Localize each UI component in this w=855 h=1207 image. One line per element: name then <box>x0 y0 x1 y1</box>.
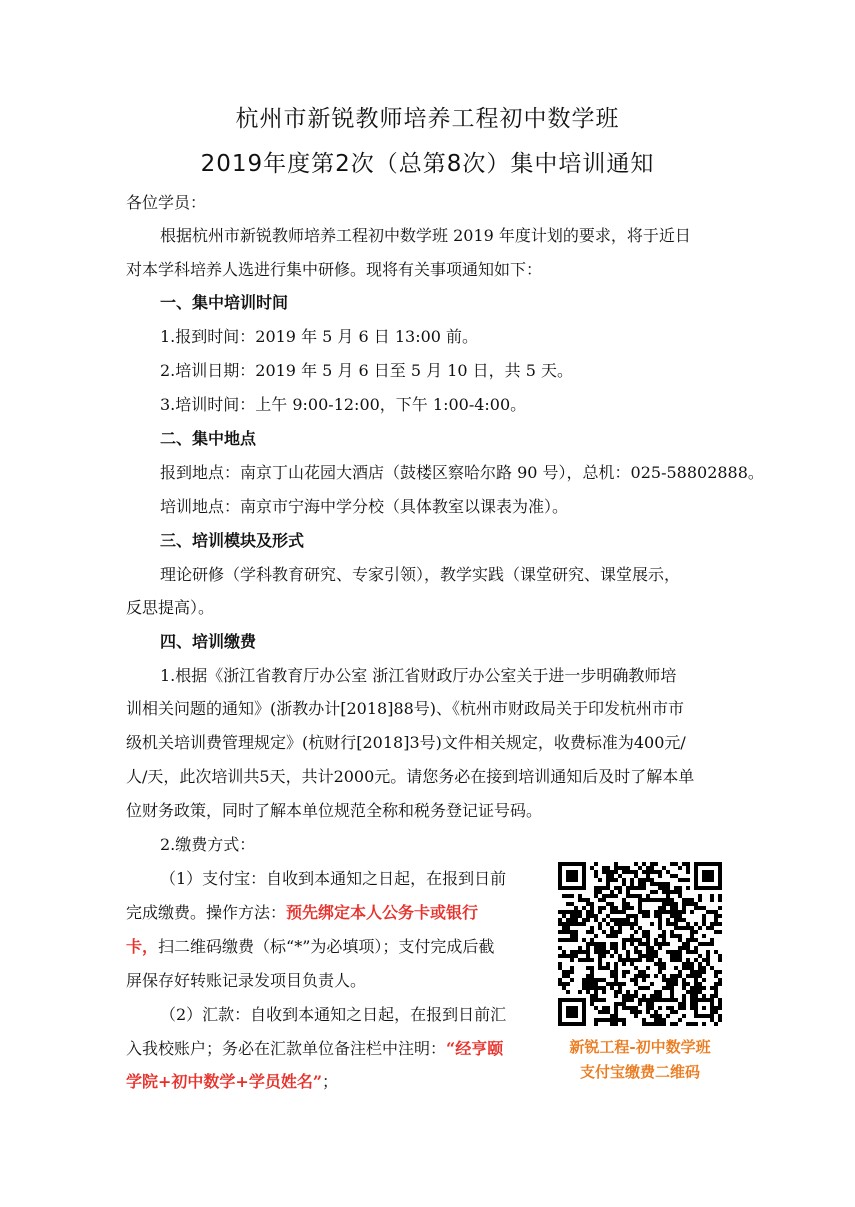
section-2-item-1: 报到地点：南京丁山花园大酒店（鼓楼区察哈尔路 90 号），总机：025-58802888。 <box>160 463 764 482</box>
section-2-heading: 二、集中地点 <box>160 429 257 448</box>
alipay-line-3-text: 扫二维码缴费（标“*”为必填项）；支付完成后截 <box>158 937 495 956</box>
remit-highlight-1: “经亨颐 <box>446 1039 504 1058</box>
alipay-line-3 <box>126 936 494 958</box>
alipay-line-1: （1）支付宝：自收到本通知之日起，在报到日前 <box>160 869 507 888</box>
document-title: 杭州市新锐教师培养工程初中数学班 <box>235 106 620 132</box>
intro-line-2: 对本学科培养人选进行集中研修。现将有关事项通知如下： <box>126 260 543 279</box>
section-1-item-2: 2.培训日期：2019 年 5 月 6 日至 5 月 10 日，共 5 天。 <box>160 361 574 380</box>
remit-line-3 <box>126 1071 338 1093</box>
intro-line-1: 根据杭州市新锐教师培养工程初中数学班 2019 年度计划的要求，将于近日 <box>160 226 691 245</box>
alipay-line-2 <box>126 902 478 924</box>
section-2-item-2: 培训地点：南京市宁海中学分校（具体教室以课表为准）。 <box>160 497 569 516</box>
salutation: 各位学员： <box>126 193 207 212</box>
alipay-qr-code[interactable] <box>558 862 722 1026</box>
alipay-highlight-1: 预先绑定本人公务卡或银行 <box>286 903 479 922</box>
section-4-para-1-line-5: 位财务政策，同时了解本单位规范全称和税务登记证号码。 <box>126 801 543 820</box>
qr-code-icon <box>558 862 722 1026</box>
qr-caption-line-2: 支付宝缴费二维码 <box>579 1063 700 1081</box>
payment-methods-label: 2.缴费方式： <box>160 835 256 854</box>
section-1-item-1: 1.报到时间：2019 年 5 月 6 日 13:00 前。 <box>160 327 479 346</box>
remit-line-2 <box>126 1038 503 1060</box>
remit-highlight-2: 学院+初中数学+学员姓名” <box>126 1072 323 1091</box>
section-3-text-1: 理论研修（学科教育研究、专家引领），教学实践（课堂研究、课堂展示， <box>160 565 681 584</box>
section-3-text-2: 反思提高）。 <box>126 598 215 617</box>
remit-line-3-end: ； <box>322 1072 339 1091</box>
section-4-para-1-line-1: 1.根据《浙江省教育厅办公室 浙江省财政厅办公室关于进一步明确教师培 <box>160 666 677 685</box>
remit-line-2-text: 入我校账户；务必在汇款单位备注栏中注明： <box>126 1039 447 1058</box>
alipay-line-4: 屏保存好转账记录发项目负责人。 <box>126 971 367 990</box>
section-4-para-1-line-4: 人/天，此次培训共5天，共计2000元。请您务必在接到培训通知后及时了解本单 <box>126 767 695 786</box>
section-1-heading: 一、集中培训时间 <box>160 293 289 312</box>
remit-line-1: （2）汇款：自收到本通知之日起，在报到日前汇 <box>160 1005 507 1024</box>
section-4-heading: 四、培训缴费 <box>160 632 257 651</box>
section-4-para-1-line-2: 训相关问题的通知》(浙教办计[2018]88号)、《杭州市财政局关于印发杭州市市 <box>126 699 685 718</box>
section-1-item-3: 3.培训时间：上午 9:00-12:00，下午 1:00-4:00。 <box>160 395 527 414</box>
document-subtitle: 2019年度第2次（总第8次）集中培训通知 <box>200 151 655 177</box>
qr-caption-line-1: 新锐工程-初中数学班 <box>569 1038 711 1056</box>
alipay-line-2-text: 完成缴费。操作方法： <box>126 903 287 922</box>
alipay-highlight-2: 卡， <box>126 937 159 956</box>
section-4-para-1-line-3: 级机关培训费管理规定》(杭财行[2018]3号)文件相关规定，收费标准为400元/ <box>126 733 686 752</box>
section-3-heading: 三、培训模块及形式 <box>160 531 305 550</box>
